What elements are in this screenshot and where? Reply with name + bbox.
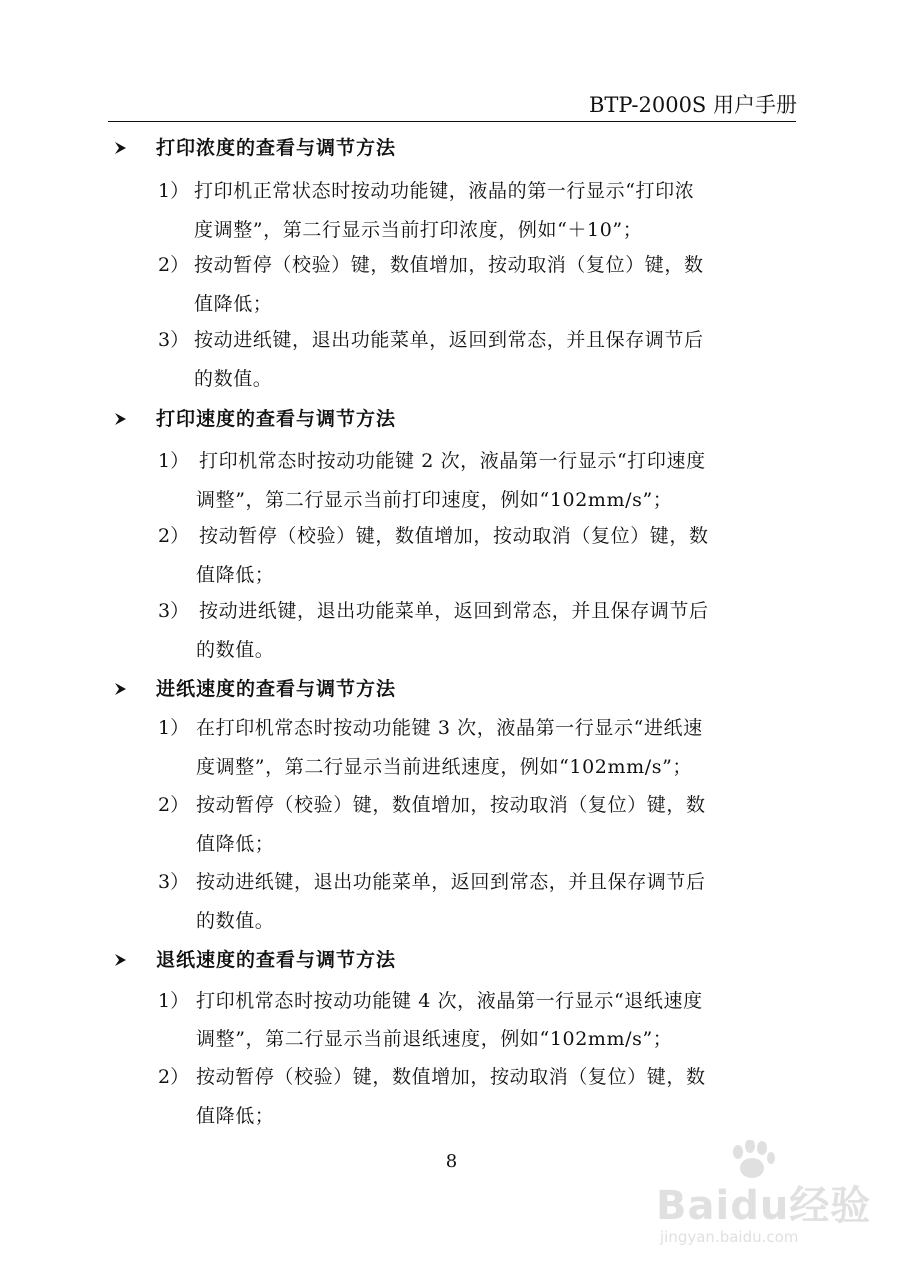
step-text-line: 的数值。 <box>196 910 275 932</box>
watermark-url: jingyan.baidu.com <box>660 1228 799 1246</box>
step-number: 2） <box>158 254 190 276</box>
step-number: 1） <box>158 180 190 202</box>
step-text-line: 度调整”，第二行显示当前打印浓度，例如“＋10”； <box>194 219 643 241</box>
watermark-brand: Baidu经验 <box>656 1183 872 1229</box>
step-text-line: 按动暂停（校验）键，数值增加，按动取消（复位）键，数 <box>199 525 709 547</box>
step-text-line: 调整”，第二行显示当前打印速度，例如“102mm/s”； <box>196 489 673 511</box>
section-title: 打印浓度的查看与调节方法 <box>156 137 397 159</box>
step-text-line: 的数值。 <box>196 639 275 661</box>
page-number: 8 <box>445 1151 458 1172</box>
step-number: 1） <box>158 450 190 472</box>
step-text-line: 在打印机常态时按动功能键 3 次，液晶第一行显示“进纸速 <box>196 717 703 739</box>
step-number: 1） <box>158 990 190 1012</box>
section-title: 进纸速度的查看与调节方法 <box>156 678 397 700</box>
step-text-line: 调整”，第二行显示当前退纸速度，例如“102mm/s”； <box>196 1028 673 1050</box>
baidu-jingyan-watermark <box>640 1140 880 1260</box>
running-header-title: BTP-2000S 用户手册 <box>588 93 797 117</box>
step-text-line: 值降低； <box>196 833 275 855</box>
step-number: 1） <box>158 717 190 739</box>
step-text-line: 值降低； <box>196 564 275 586</box>
step-text-line: 值降低； <box>194 293 273 315</box>
section-title: 退纸速度的查看与调节方法 <box>156 949 397 971</box>
step-number: 3） <box>158 871 190 893</box>
step-text-line: 打印机常态时按动功能键 2 次，液晶第一行显示“打印速度 <box>199 450 706 472</box>
section-title: 打印速度的查看与调节方法 <box>156 408 397 430</box>
step-text-line: 按动暂停（校验）键，数值增加，按动取消（复位）键，数 <box>196 1066 706 1088</box>
step-number: 2） <box>158 525 190 547</box>
step-text-line: 值降低； <box>196 1105 275 1127</box>
step-number: 3） <box>158 600 190 622</box>
arrow-bullet-icon <box>110 947 132 973</box>
arrow-bullet-icon <box>110 676 132 702</box>
step-text-line: 按动暂停（校验）键，数值增加，按动取消（复位）键，数 <box>194 254 704 276</box>
header-rule <box>108 121 796 122</box>
step-text-line: 按动进纸键，退出功能菜单，返回到常态，并且保存调节后 <box>199 600 709 622</box>
step-text-line: 按动进纸键，退出功能菜单，返回到常态，并且保存调节后 <box>196 871 706 893</box>
step-text-line: 按动暂停（校验）键，数值增加，按动取消（复位）键，数 <box>196 794 706 816</box>
step-text-line: 度调整”，第二行显示当前进纸速度，例如“102mm/s”； <box>196 756 692 778</box>
arrow-bullet-icon <box>110 135 132 161</box>
step-text-line: 的数值。 <box>194 368 273 390</box>
step-text-line: 按动进纸键，退出功能菜单，返回到常态，并且保存调节后 <box>194 329 704 351</box>
step-number: 3） <box>158 329 190 351</box>
step-number: 2） <box>158 794 190 816</box>
step-text-line: 打印机正常状态时按动功能键，液晶的第一行显示“打印浓 <box>194 180 695 202</box>
arrow-bullet-icon <box>110 406 132 432</box>
step-text-line: 打印机常态时按动功能键 4 次，液晶第一行显示“退纸速度 <box>196 990 703 1012</box>
step-number: 2） <box>158 1066 190 1088</box>
